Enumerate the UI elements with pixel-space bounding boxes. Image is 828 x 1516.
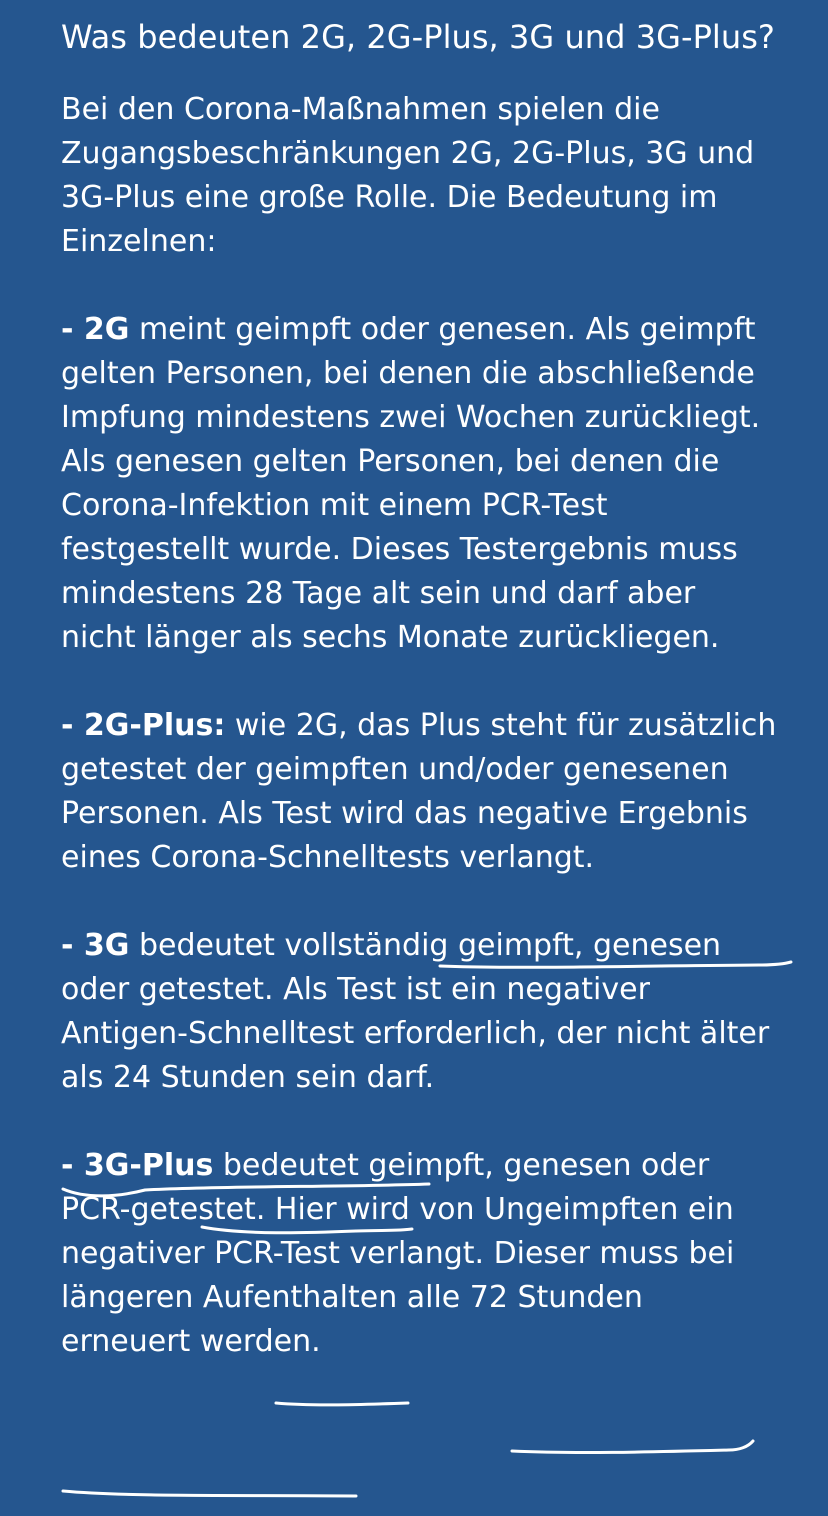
description-2g: meint geimpft oder genesen. Als geimpft gelten Personen, bei denen die abschließende Impfung mindestens zwei Wochen zurückliegt. Als genesen gelten Personen, bei denen die Corona-Infektion mit einem PCR-Test festgestellt wurde. Dieses Testergebnis muss mindestens 28 Tage alt sein und darf aber nicht länger als sechs Monate zurückliegen. xyxy=(61,312,761,655)
term-2g-plus: 2G-Plus: xyxy=(83,708,226,743)
description-3g-plus: bedeutet geimpft, genesen oder PCR-getestet. Hier wird von Ungeimpften ein negativer PCR-Test verlangt. Dieser muss bei längeren Aufenthalten alle 72 Stunden erneuert werden. xyxy=(61,1148,735,1359)
list-dash: - xyxy=(61,928,84,963)
list-dash: - xyxy=(61,708,84,743)
section-2g xyxy=(61,308,777,660)
article-content xyxy=(61,12,777,1364)
intro-paragraph: Bei den Corona-Maßnahmen spielen die Zugangsbeschränkungen 2G, 2G-Plus, 3G und 3G-Plus eine große Rolle. Die Bedeutung im Einzelnen: xyxy=(61,92,755,259)
section-3g-plus xyxy=(61,1144,777,1364)
term-3g-plus: 3G-Plus xyxy=(83,1148,214,1183)
description-2g-plus: wie 2G, das Plus steht für zusätzlich getestet der geimpften und/oder genesenen Personen. Als Test wird das negative Ergebnis eines Corona-Schnelltests verlangt. xyxy=(61,708,777,875)
list-dash: - xyxy=(61,1148,84,1183)
underline-72-stunden xyxy=(512,1441,753,1453)
underline-pcr-test xyxy=(276,1403,408,1405)
article-title: Was bedeuten 2G, 2G-Plus, 3G und 3G-Plus? xyxy=(61,18,775,56)
list-dash: - xyxy=(61,312,84,347)
section-3g xyxy=(61,924,777,1100)
term-3g: 3G xyxy=(83,928,130,963)
description-3g: bedeutet vollständig geimpft, genesen oder getestet. Als Test ist ein negativer Antigen-Schnelltest erforderlich, der nicht älter als 24 Stunden sein darf. xyxy=(61,928,770,1095)
term-2g: 2G xyxy=(83,312,130,347)
underline-erneuert-werden xyxy=(63,1491,356,1496)
section-2g-plus xyxy=(61,704,777,880)
